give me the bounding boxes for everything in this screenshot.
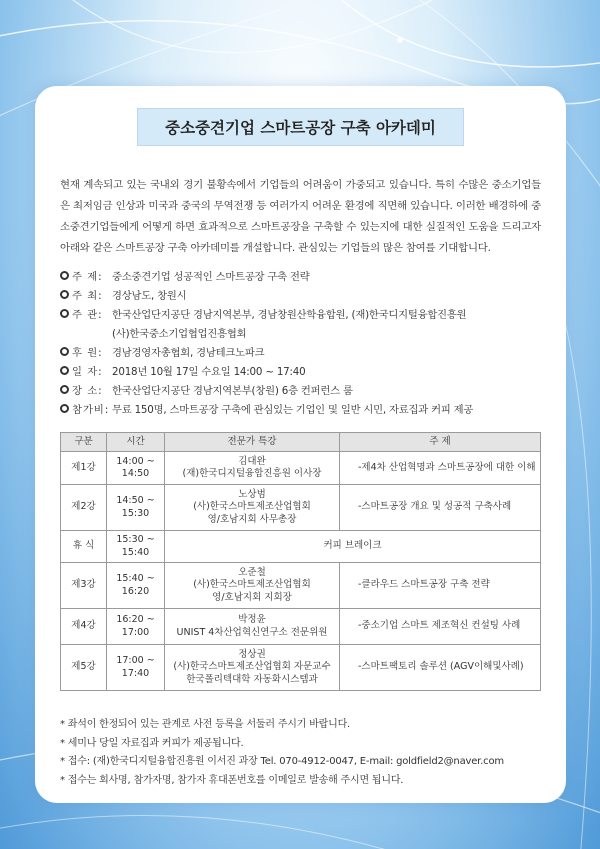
info-label: 일 자: — [72, 366, 103, 378]
note-item: * 좌석이 한정되어 있는 관계로 사전 등록을 서둘러 주시기 바랍니다. — [60, 719, 351, 730]
info-row-fee — [60, 399, 550, 418]
event-info-list — [60, 266, 550, 418]
info-row-sponsor — [60, 342, 550, 361]
topic-cell: -스마트공장 개요 및 성공적 구축사례 — [340, 485, 541, 531]
bullet-icon — [60, 290, 69, 299]
info-row-organizer-cont — [60, 323, 550, 342]
time-cell: 14:50 ~ 15:30 — [107, 485, 165, 531]
break-cell: 커피 브레이크 — [165, 531, 541, 563]
topic-cell: -중소기업 스마트 제조혁신 컨설팅 사례 — [340, 609, 541, 645]
info-value: 무료 150명, 스마트공장 구축에 관심있는 기업인 및 일반 시민, 자료집과 커피 제공 — [112, 404, 474, 416]
info-row-organizer — [60, 304, 550, 323]
bullet-icon — [60, 347, 69, 356]
time-cell: 14:00 ~ 14:50 — [107, 452, 165, 485]
info-label: 후 원: — [72, 347, 103, 359]
speaker-cell: 박정윤 UNIST 4차산업혁신연구소 전문위원 — [165, 609, 340, 645]
info-row-venue — [60, 380, 550, 399]
info-row-host — [60, 285, 550, 304]
session-cell: 제4강 — [61, 609, 107, 645]
table-row-break — [61, 531, 541, 563]
bullet-icon — [60, 309, 69, 318]
session-cell: 제2강 — [61, 485, 107, 531]
header-speaker: 전문가 특강 — [165, 433, 340, 452]
info-value: (사)한국중소기업협업진흥협회 — [112, 328, 247, 340]
bullet-icon — [60, 366, 69, 375]
schedule-table — [60, 432, 541, 691]
speaker-cell: 김대완 (재)한국디지털융합진흥원 이사장 — [165, 452, 340, 485]
note-item: * 세미나 당일 자료집과 커피가 제공됩니다. — [60, 737, 244, 749]
info-value: 한국산업단지공단 경남지역본부(창원) 6층 컨퍼런스 룸 — [112, 385, 353, 397]
intro-paragraph: 현재 계속되고 있는 국내외 경기 불황속에서 기업들의 어려움이 가중되고 있습니다. 특히 수많은 중소기업들은 최저임금 인상과 미국과 중국의 무역전쟁 등 여러가지 어려운 환경에 직면해 있습니다. 이러한 배경하에 중소중견기업들에게 어떻게 하면 효과적으로 스마트공장을 구축할 수 있는지에 대한 실질적인 도움을 드리고자 아래와 같은 스마트공장 구축 아카데미를 개설합니다. 관심있는 기업들의 많은 참여를 기대합니다. — [60, 179, 541, 254]
info-value: 2018년 10월 17일 수요일 14:00 ~ 17:40 — [112, 366, 306, 378]
time-cell: 16:20 ~ 17:00 — [107, 609, 165, 645]
bullet-icon — [60, 385, 69, 394]
time-cell: 15:40 ~ 16:20 — [107, 563, 165, 609]
topic-cell: -스마트팩토리 솔루션 (AGV이해및사례) — [340, 645, 541, 691]
time-cell: 15:30 ~ 15:40 — [107, 531, 165, 563]
topic-cell: -클라우드 스마트공장 구축 전략 — [340, 563, 541, 609]
note-item: * 접수: (재)한국디지털융합진흥원 이서진 과장 Tel. 070-4912-0047, E-mail: goldfield2@naver.com — [60, 756, 504, 767]
table-row — [61, 485, 541, 531]
session-cell: 제5강 — [61, 645, 107, 691]
info-label: 주 최: — [72, 290, 103, 302]
session-cell: 휴 식 — [61, 531, 107, 563]
table-row — [61, 609, 541, 645]
info-label: 참가비: — [72, 404, 110, 416]
speaker-cell: 노상범 (사)한국스마트제조산업협회 영/호남지회 사무총장 — [165, 485, 340, 531]
header-topic: 주 제 — [340, 433, 541, 452]
speaker-cell: 오준철 (사)한국스마트제조산업협회 영/호남지회 지회장 — [165, 563, 340, 609]
info-label: 장 소: — [72, 385, 103, 397]
session-cell: 제1강 — [61, 452, 107, 485]
speaker-cell: 정상권 (사)한국스마트제조산업협회 자문교수 한국폴리텍대학 자동화시스템과 — [165, 645, 340, 691]
info-label: 주 관: — [72, 309, 103, 321]
info-value: 중소중견기업 성공적인 스마트공장 구축 전략 — [112, 271, 310, 283]
topic-cell: -제4차 산업혁명과 스마트공장에 대한 이해 — [340, 452, 541, 485]
table-row — [61, 452, 541, 485]
table-row — [61, 645, 541, 691]
table-header-row — [61, 433, 541, 452]
info-value: 한국산업단지공단 경남지역본부, 경남창원산학융합원, (재)한국디지털융합진흥원 — [112, 309, 467, 321]
header-session: 구분 — [61, 433, 107, 452]
page-title: 중소중견기업 스마트공장 구축 아카데미 — [137, 108, 464, 146]
bullet-icon — [60, 404, 69, 413]
note-item: * 접수는 회사명, 참가자명, 참가자 휴대폰번호를 이메일로 발송해 주시면 됩니다. — [60, 774, 404, 786]
info-row-subject — [60, 266, 550, 285]
table-row — [61, 563, 541, 609]
info-row-date — [60, 361, 550, 380]
header-time: 시간 — [107, 433, 165, 452]
notes-list — [60, 716, 550, 790]
time-cell: 17:00 ~ 17:40 — [107, 645, 165, 691]
info-value: 경상남도, 창원시 — [112, 290, 187, 302]
session-cell: 제3강 — [61, 563, 107, 609]
info-value: 경남경영자총협회, 경남테크노파크 — [112, 347, 265, 359]
bullet-icon — [60, 271, 69, 280]
info-label: 주 제: — [72, 271, 103, 283]
